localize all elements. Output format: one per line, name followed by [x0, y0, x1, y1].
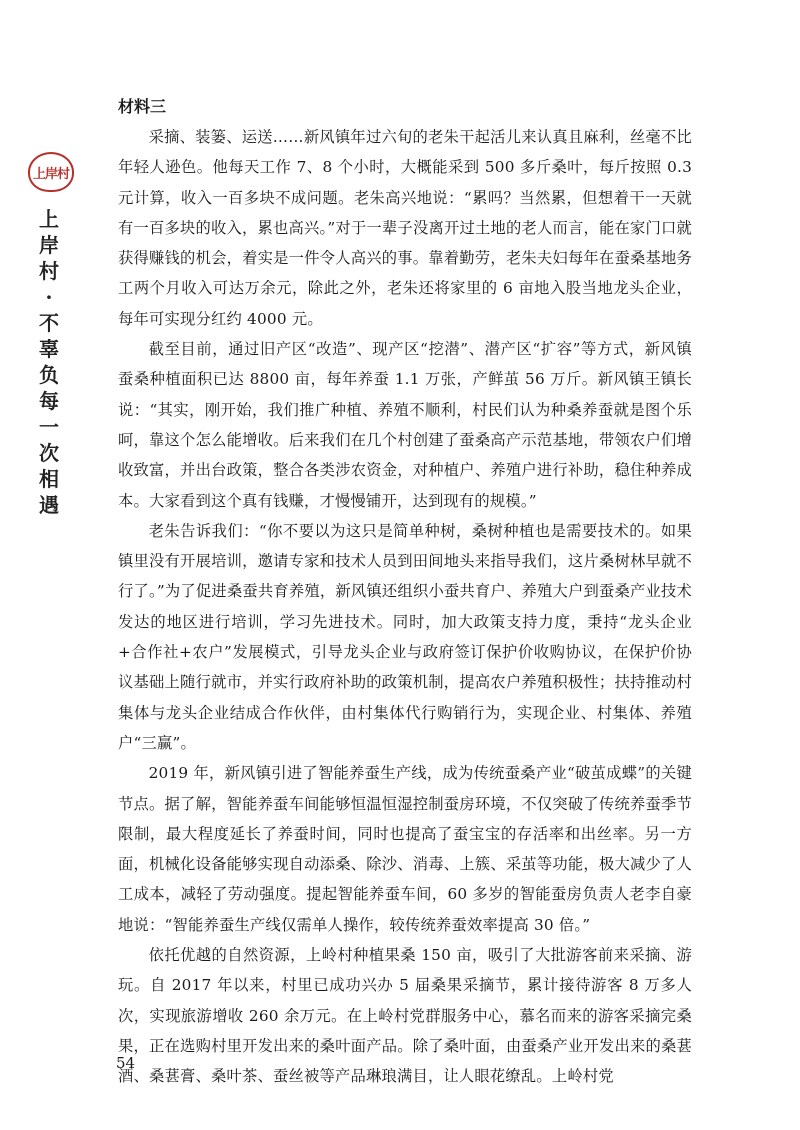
seal-stamp: 上岸村	[28, 152, 74, 192]
side-title-char: 上	[39, 207, 59, 231]
side-title-char: 遇	[39, 493, 59, 517]
page-content	[118, 92, 692, 1092]
paragraph: 截至目前，通过旧产区“改造”、现产区“挖潜”、潜产区“扩容”等方式，新风镇蚕桑种植面积已达 8800 亩，每年养蚕 1.1 万张，产鲜茧 56 万斤。新风镇王镇长说：“其实，刚开始，我们推广种植、养殖不顺利，村民们认为种桑养蚕就是图个乐呵，靠这个怎么能增收。后来我们在几个村创建了蚕桑高产示范基地，带领农户们增收致富，并出台政策，整合各类涉农资金，对种植户、养殖户进行补助，稳住种养成本。大家看到这个真有钱赚，才慢慢铺开，达到现有的规模。”	[118, 340, 692, 510]
side-title-char: 辜	[39, 337, 59, 361]
side-title	[37, 206, 61, 518]
side-title-char: 负	[39, 363, 59, 387]
paragraph: 2019 年，新风镇引进了智能养蚕生产线，成为传统蚕桑产业“破茧成蝶”的关键节点。据了解，智能养蚕车间能够恒温恒湿控制蚕房环境，不仅突破了传统养蚕季节限制，最大程度延长了养蚕时间，同时也提高了蚕宝宝的存活率和出丝率。另一方面，机械化设备能够实现自动添桑、除沙、消毒、上簇、采茧等功能，极大减少了人工成本，减轻了劳动强度。提起智能养蚕车间，60 多岁的智能蚕房负责人老李自豪地说：“智能养蚕生产线仅需单人操作，较传统养蚕效率提高 30 倍。”	[118, 764, 692, 934]
section-heading: 材料三	[118, 97, 167, 116]
paragraph: 老朱告诉我们：“你不要以为这只是简单种树，桑树种植也是需要技术的。如果镇里没有开展培训，邀请专家和技术人员到田间地头来指导我们，这片桑树林早就不行了。”为了促进桑蚕共育养殖，新风镇还组织小蚕共育户、养殖大户到蚕桑产业技术发达的地区进行培训，学习先进技术。同时，加大政策支持力度，秉持“龙头企业+合作社+农户”发展模式，引导龙头企业与政府签订保护价收购协议，在保护价协议基础上随行就市，并实行政府补助的政策机制，提高农户养殖积极性；扶持推动村集体与龙头企业结成合作伙伴，由村集体代行购销行为，实现企业、村集体、养殖户“三赢”。	[118, 521, 692, 752]
side-title-char: 村	[39, 259, 59, 283]
paragraph: 依托优越的自然资源，上岭村种植果桑 150 亩，吸引了大批游客前来采摘、游玩。自 2017 年以来，村里已成功兴办 5 届桑果采摘节，累计接待游客 8 万多人次，实现旅游增收 260 余万元。在上岭村党群服务中心，慕名而来的游客采摘完桑果，正在选购村里开发出来的桑叶面产品。除了桑叶面，由蚕桑产业开发出来的桑葚酒、桑葚膏、桑叶茶、蚕丝被等产品琳琅满目，让人眼花缭乱。上岭村党	[118, 946, 692, 1086]
side-title-char: 次	[39, 441, 59, 465]
side-title-char: 不	[39, 311, 59, 335]
side-title-char: ·	[45, 285, 53, 309]
page-number: 54	[116, 1054, 136, 1072]
side-title-char: 相	[39, 467, 59, 491]
side-title-char: 每	[39, 389, 59, 413]
side-title-char: 岸	[39, 233, 59, 257]
paragraph: 采摘、装篓、运送……新风镇年过六旬的老朱干起活儿来认真且麻利，丝毫不比年轻人逊色。他每天工作 7、8 个小时，大概能采到 500 多斤桑叶，每斤按照 0.3 元计算，收入一百多块不成问题。老朱高兴地说：“累吗？当然累，但想着干一天就有一百多块的收入，累也高兴。”对于一辈子没离开过土地的老人而言，能在家门口就获得赚钱的机会，着实是一件令人高兴的事。靠着勤劳，老朱夫妇每年在蚕桑基地务工两个月收入可达万余元，除此之外，老朱还将家里的 6 亩地入股当地龙头企业，每年可实现分红约 4000 元。	[118, 128, 692, 328]
side-title-char: 一	[39, 415, 59, 439]
